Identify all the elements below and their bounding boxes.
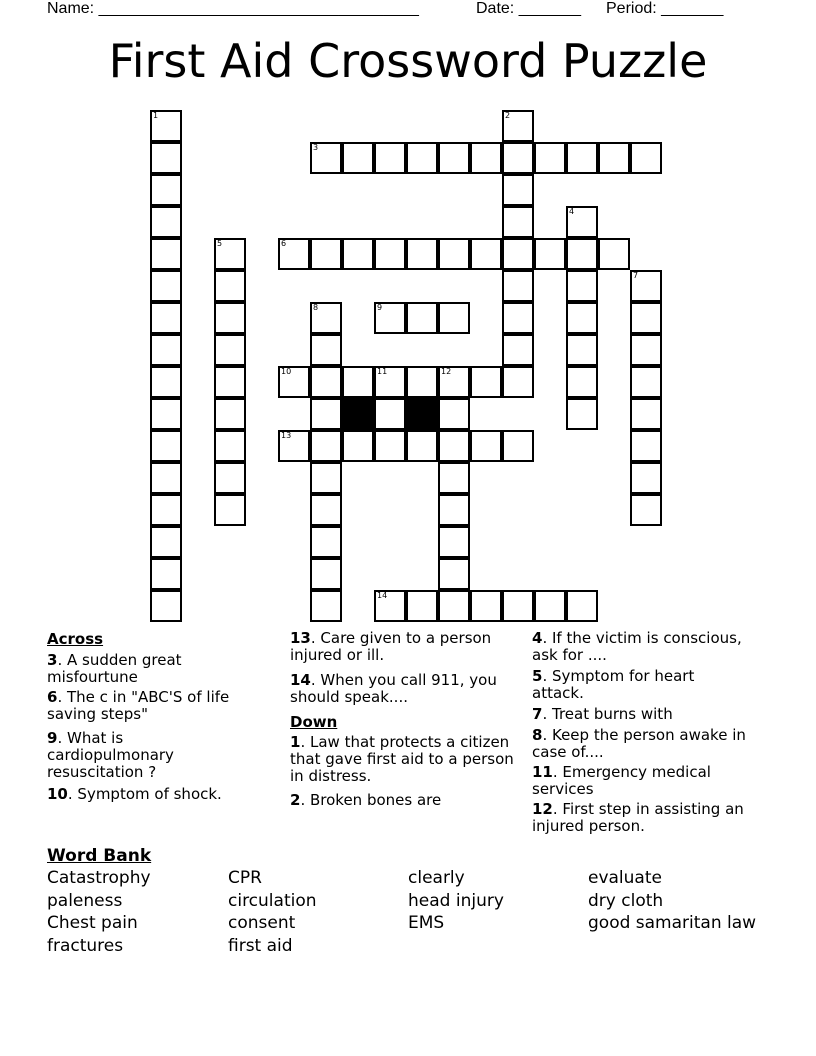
word-bank-item: circulation <box>228 891 317 911</box>
clue-number: 4 <box>569 207 575 216</box>
clue-number: 11 <box>377 367 388 376</box>
grid-cell[interactable] <box>406 302 438 334</box>
black-square <box>406 398 438 430</box>
grid-cell[interactable] <box>630 142 662 174</box>
grid-cell[interactable] <box>438 462 470 494</box>
grid-cell[interactable] <box>470 590 502 622</box>
grid-cell[interactable] <box>310 334 342 366</box>
grid-cell[interactable] <box>342 238 374 270</box>
clue-number: 1 <box>153 111 159 120</box>
grid-cell[interactable] <box>278 430 310 462</box>
grid-cell[interactable] <box>374 238 406 270</box>
grid-cell[interactable] <box>438 526 470 558</box>
grid-cell[interactable] <box>150 142 182 174</box>
word-bank-item: Chest pain <box>47 913 138 933</box>
grid-cell[interactable] <box>502 270 534 302</box>
grid-cell[interactable] <box>150 398 182 430</box>
grid-cell[interactable] <box>150 302 182 334</box>
name-field[interactable]: Name: ____________________________________ <box>47 0 419 17</box>
clue-number: 8 <box>313 303 319 312</box>
grid-cell[interactable] <box>534 590 566 622</box>
grid-cell[interactable] <box>438 590 470 622</box>
grid-cell[interactable] <box>150 270 182 302</box>
grid-cell[interactable] <box>438 558 470 590</box>
grid-cell[interactable] <box>630 334 662 366</box>
grid-cell[interactable] <box>406 430 438 462</box>
grid-cell[interactable] <box>470 142 502 174</box>
grid-cell[interactable] <box>630 398 662 430</box>
clue-down-2: 2. Broken bones are <box>290 791 442 809</box>
grid-cell[interactable] <box>598 142 630 174</box>
grid-cell[interactable] <box>310 302 342 334</box>
grid-cell[interactable] <box>566 270 598 302</box>
grid-cell[interactable] <box>374 302 406 334</box>
grid-cell[interactable] <box>534 142 566 174</box>
grid-cell[interactable] <box>214 462 246 494</box>
grid-cell[interactable] <box>342 430 374 462</box>
clue-number: 12 <box>441 367 452 376</box>
grid-cell[interactable] <box>150 174 182 206</box>
grid-cell[interactable] <box>502 238 534 270</box>
page-title: First Aid Crossword Puzzle <box>108 34 708 88</box>
word-bank-item: head injury <box>408 891 504 911</box>
grid-cell[interactable] <box>566 206 598 238</box>
grid-cell[interactable] <box>502 174 534 206</box>
clue-number: 14 <box>377 591 388 600</box>
grid-cell[interactable] <box>566 334 598 366</box>
clue-number: 2 <box>505 111 511 120</box>
grid-cell[interactable] <box>438 238 470 270</box>
grid-cell[interactable] <box>214 398 246 430</box>
grid-cell[interactable] <box>502 206 534 238</box>
clue-down-12: 12. First step in assisting an injured person. <box>532 800 744 835</box>
date-field[interactable]: Date: _______ <box>476 0 581 17</box>
clue-down-1: 1. Law that protects a citizen that gave first aid to a person in distress. <box>290 733 514 785</box>
grid-cell[interactable] <box>438 398 470 430</box>
grid-cell[interactable] <box>310 558 342 590</box>
grid-cell[interactable] <box>310 430 342 462</box>
grid-cell[interactable] <box>150 494 182 526</box>
word-bank-item: paleness <box>47 891 123 911</box>
grid-cell[interactable] <box>502 142 534 174</box>
grid-cell[interactable] <box>630 462 662 494</box>
black-square <box>342 398 374 430</box>
grid-cell[interactable] <box>278 238 310 270</box>
grid-cell[interactable] <box>310 494 342 526</box>
grid-cell[interactable] <box>630 430 662 462</box>
word-bank-item: CPR <box>228 868 262 888</box>
clue-across-10: 10. Symptom of shock. <box>47 785 222 803</box>
grid-cell[interactable] <box>310 526 342 558</box>
clue-across-6: 6. The c in "ABC'S of life saving steps" <box>47 688 230 723</box>
clue-number: 7 <box>633 271 639 280</box>
clue-number: 9 <box>377 303 383 312</box>
word-bank-item: evaluate <box>588 868 662 888</box>
grid-cell[interactable] <box>630 270 662 302</box>
down-heading: Down <box>290 713 338 731</box>
word-bank-item: good samaritan law <box>588 913 757 933</box>
grid-cell[interactable] <box>566 142 598 174</box>
grid-cell[interactable] <box>566 238 598 270</box>
grid-cell[interactable] <box>502 110 534 142</box>
word-bank-item: first aid <box>228 936 293 956</box>
grid-cell[interactable] <box>470 366 502 398</box>
word-bank-heading: Word Bank <box>47 846 152 866</box>
grid-cell[interactable] <box>310 142 342 174</box>
grid-cell[interactable] <box>438 494 470 526</box>
grid-cell[interactable] <box>214 302 246 334</box>
grid-cell[interactable] <box>374 430 406 462</box>
grid-cell[interactable] <box>502 590 534 622</box>
grid-cell[interactable] <box>150 238 182 270</box>
clue-down-11: 11. Emergency medical services <box>532 763 711 798</box>
grid-cell[interactable] <box>406 366 438 398</box>
grid-cell[interactable] <box>214 238 246 270</box>
clue-down-5: 5. Symptom for heart attack. <box>532 667 695 702</box>
grid-cell[interactable] <box>342 142 374 174</box>
grid-cell[interactable] <box>310 398 342 430</box>
grid-cell[interactable] <box>438 430 470 462</box>
grid-cell[interactable] <box>214 430 246 462</box>
clue-number: 3 <box>313 143 319 152</box>
grid-cell[interactable] <box>374 366 406 398</box>
word-bank-item: EMS <box>408 913 445 933</box>
grid-cell[interactable] <box>214 334 246 366</box>
clue-number: 13 <box>281 431 292 440</box>
grid-cell[interactable] <box>470 238 502 270</box>
grid-cell[interactable] <box>374 142 406 174</box>
grid-cell[interactable] <box>150 462 182 494</box>
grid-cell[interactable] <box>406 590 438 622</box>
clue-down-4: 4. If the victim is conscious, ask for .... <box>532 629 742 664</box>
grid-cell[interactable] <box>374 398 406 430</box>
grid-cell[interactable] <box>310 462 342 494</box>
word-bank-item: Catastrophy <box>47 868 151 888</box>
grid-cell[interactable] <box>502 366 534 398</box>
grid-cell[interactable] <box>214 270 246 302</box>
clue-down-7: 7. Treat burns with <box>532 705 673 723</box>
word-bank-item: consent <box>228 913 296 933</box>
grid-cell[interactable] <box>438 142 470 174</box>
grid-cell[interactable] <box>150 430 182 462</box>
grid-cell[interactable] <box>150 590 182 622</box>
grid-cell[interactable] <box>566 590 598 622</box>
grid-cell[interactable] <box>310 590 342 622</box>
grid-cell[interactable] <box>566 398 598 430</box>
grid-cell[interactable] <box>406 142 438 174</box>
grid-cell[interactable] <box>502 430 534 462</box>
clue-across-9: 9. What is cardiopulmonary resuscitation ? <box>47 729 174 781</box>
grid-cell[interactable] <box>438 366 470 398</box>
word-bank-item: fractures <box>47 936 124 956</box>
grid-cell[interactable] <box>502 334 534 366</box>
grid-cell[interactable] <box>406 238 438 270</box>
grid-cell[interactable] <box>502 302 534 334</box>
grid-cell[interactable] <box>566 366 598 398</box>
grid-cell[interactable] <box>598 238 630 270</box>
grid-cell[interactable] <box>214 494 246 526</box>
clue-down-8: 8. Keep the person awake in case of.... <box>532 726 746 761</box>
grid-cell[interactable] <box>310 238 342 270</box>
grid-cell[interactable] <box>470 430 502 462</box>
clue-across-3: 3. A sudden great misfourtune <box>47 651 182 686</box>
clue-across-14: 14. When you call 911, you should speak.... <box>290 671 497 706</box>
grid-cell[interactable] <box>534 238 566 270</box>
grid-cell[interactable] <box>278 366 310 398</box>
grid-cell[interactable] <box>342 366 374 398</box>
grid-cell[interactable] <box>150 110 182 142</box>
grid-cell[interactable] <box>214 366 246 398</box>
grid-cell[interactable] <box>150 334 182 366</box>
grid-cell[interactable] <box>438 302 470 334</box>
period-field[interactable]: Period: _______ <box>606 0 724 17</box>
clue-number: 6 <box>281 239 287 248</box>
grid-cell[interactable] <box>374 590 406 622</box>
grid-cell[interactable] <box>150 558 182 590</box>
word-bank-item: clearly <box>408 868 465 888</box>
grid-cell[interactable] <box>630 494 662 526</box>
clue-number: 10 <box>281 367 292 376</box>
clue-number: 5 <box>217 239 223 248</box>
grid-cell[interactable] <box>150 206 182 238</box>
grid-cell[interactable] <box>310 366 342 398</box>
clue-across-13: 13. Care given to a person injured or ill. <box>290 629 492 664</box>
word-bank-item: dry cloth <box>588 891 664 911</box>
grid-cell[interactable] <box>630 302 662 334</box>
across-heading: Across <box>47 630 104 648</box>
grid-cell[interactable] <box>566 302 598 334</box>
grid-cell[interactable] <box>630 366 662 398</box>
grid-cell[interactable] <box>150 526 182 558</box>
grid-cell[interactable] <box>150 366 182 398</box>
